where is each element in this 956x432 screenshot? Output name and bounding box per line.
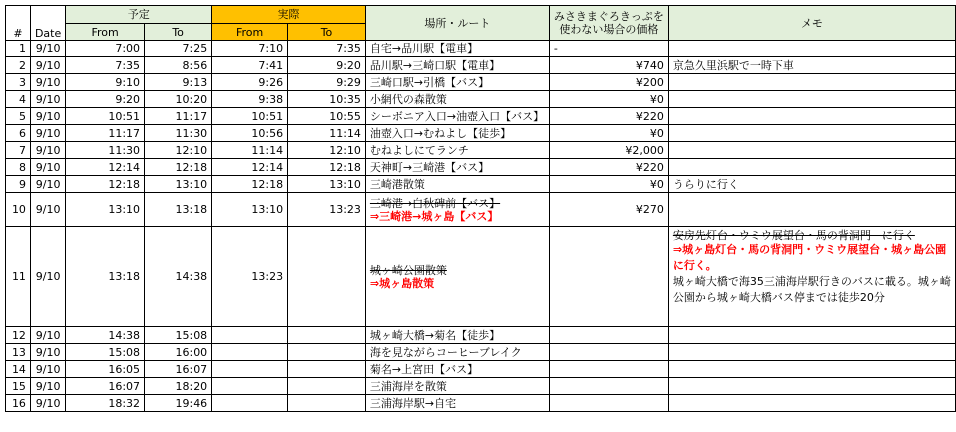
- table-row: [6, 378, 956, 395]
- cell-price[interactable]: [549, 378, 668, 395]
- cell-route[interactable]: 三崎口駅→引橋【バス】: [365, 74, 549, 91]
- cell-date[interactable]: 9/10: [30, 41, 65, 57]
- cell-plan-to[interactable]: 18:20: [145, 378, 212, 395]
- cell-num[interactable]: 7: [6, 142, 31, 159]
- cell-date[interactable]: 9/10: [30, 159, 65, 176]
- cell-memo[interactable]: [668, 159, 955, 176]
- table-row: [6, 91, 956, 108]
- cell-date[interactable]: 9/10: [30, 344, 65, 361]
- memo-original: 安房先灯台・ウミウ展望台・馬の背洞門 に行く: [672, 229, 915, 242]
- cell-num[interactable]: 12: [6, 327, 31, 344]
- cell-plan-to[interactable]: 11:30: [145, 125, 212, 142]
- cell-memo[interactable]: [668, 125, 955, 142]
- cell-memo[interactable]: 京急久里浜駅で一時下車: [668, 57, 955, 74]
- cell-price[interactable]: -: [549, 41, 668, 57]
- cell-memo[interactable]: [668, 327, 955, 344]
- cell-plan-to[interactable]: 16:07: [145, 361, 212, 378]
- cell-price[interactable]: ¥0: [549, 125, 668, 142]
- cell-route[interactable]: [365, 193, 549, 227]
- header-route[interactable]: 場所・ルート: [365, 6, 549, 41]
- cell-memo[interactable]: うらりに行く: [668, 176, 955, 193]
- cell-actual-to[interactable]: [288, 361, 366, 378]
- cell-date[interactable]: 9/10: [30, 142, 65, 159]
- cell-plan-to[interactable]: 8:56: [145, 57, 212, 74]
- cell-memo[interactable]: [668, 227, 955, 327]
- cell-route[interactable]: [365, 227, 549, 327]
- cell-memo[interactable]: [668, 361, 955, 378]
- header-price[interactable]: [549, 6, 668, 41]
- header-actual-from[interactable]: From: [212, 24, 288, 41]
- memo-revised: ⇒城ヶ島灯台・馬の背洞門・ウミウ展望台・城ヶ島公園に行く。: [672, 243, 947, 272]
- cell-actual-from[interactable]: 11:14: [212, 142, 288, 159]
- cell-route[interactable]: 城ヶ崎大橋→菊名【徒歩】: [365, 327, 549, 344]
- cell-route[interactable]: 油壺入口→むねよし【徒歩】: [365, 125, 549, 142]
- cell-actual-to[interactable]: 10:55: [288, 108, 366, 125]
- cell-actual-to[interactable]: 12:10: [288, 142, 366, 159]
- cell-price[interactable]: [549, 327, 668, 344]
- cell-actual-to[interactable]: [288, 395, 366, 412]
- table-row: [6, 57, 956, 74]
- route-original: 城ヶ崎公園散策: [369, 263, 447, 277]
- cell-num[interactable]: 3: [6, 74, 31, 91]
- cell-price[interactable]: ¥0: [549, 91, 668, 108]
- itinerary-body: [6, 6, 956, 412]
- cell-date[interactable]: 9/10: [30, 57, 65, 74]
- cell-plan-to[interactable]: 7:25: [145, 41, 212, 57]
- cell-actual-from[interactable]: 12:14: [212, 159, 288, 176]
- cell-route[interactable]: シーボニア入口→油壺入口【バス】: [365, 108, 549, 125]
- cell-price[interactable]: ¥200: [549, 74, 668, 91]
- cell-actual-to[interactable]: [288, 344, 366, 361]
- cell-actual-from[interactable]: 10:56: [212, 125, 288, 142]
- table-row: [6, 108, 956, 125]
- cell-plan-to[interactable]: 15:08: [145, 327, 212, 344]
- cell-plan-from[interactable]: 18:32: [66, 395, 145, 412]
- cell-plan-from[interactable]: 13:10: [66, 193, 145, 227]
- cell-plan-from[interactable]: 12:14: [66, 159, 145, 176]
- table-row: [6, 41, 956, 57]
- cell-plan-from[interactable]: 13:18: [66, 227, 145, 327]
- cell-date[interactable]: 9/10: [30, 327, 65, 344]
- cell-route[interactable]: 海を見ながらコーヒーブレイク: [365, 344, 549, 361]
- cell-num[interactable]: 8: [6, 159, 31, 176]
- cell-date[interactable]: 9/10: [30, 91, 65, 108]
- cell-plan-from[interactable]: 11:17: [66, 125, 145, 142]
- cell-actual-from[interactable]: 13:10: [212, 193, 288, 227]
- cell-price[interactable]: ¥220: [549, 108, 668, 125]
- cell-actual-to[interactable]: 7:35: [288, 41, 366, 57]
- header-memo[interactable]: メモ: [668, 6, 955, 41]
- header-date[interactable]: Date: [30, 6, 65, 41]
- cell-plan-to[interactable]: 16:00: [145, 344, 212, 361]
- cell-actual-from[interactable]: [212, 344, 288, 361]
- cell-plan-to[interactable]: 13:18: [145, 193, 212, 227]
- cell-memo[interactable]: [668, 41, 955, 57]
- cell-route[interactable]: むねよしにてランチ: [365, 142, 549, 159]
- cell-num[interactable]: 5: [6, 108, 31, 125]
- cell-memo[interactable]: [668, 395, 955, 412]
- table-row: [6, 193, 956, 227]
- cell-memo[interactable]: [668, 193, 955, 227]
- cell-date[interactable]: 9/10: [30, 108, 65, 125]
- cell-plan-from[interactable]: 16:07: [66, 378, 145, 395]
- cell-actual-to[interactable]: [288, 378, 366, 395]
- cell-plan-to[interactable]: 12:18: [145, 159, 212, 176]
- cell-price[interactable]: [549, 361, 668, 378]
- cell-price[interactable]: ¥2,000: [549, 142, 668, 159]
- cell-plan-to[interactable]: 12:10: [145, 142, 212, 159]
- cell-memo[interactable]: [668, 142, 955, 159]
- cell-actual-to[interactable]: 9:29: [288, 74, 366, 91]
- cell-plan-to[interactable]: 13:10: [145, 176, 212, 193]
- cell-num[interactable]: 14: [6, 361, 31, 378]
- cell-date[interactable]: 9/10: [30, 125, 65, 142]
- cell-plan-from[interactable]: 7:00: [66, 41, 145, 57]
- cell-memo[interactable]: [668, 91, 955, 108]
- cell-date[interactable]: 9/10: [30, 378, 65, 395]
- cell-plan-to[interactable]: 19:46: [145, 395, 212, 412]
- cell-plan-from[interactable]: 7:35: [66, 57, 145, 74]
- header-actual-to[interactable]: To: [288, 24, 366, 41]
- cell-num[interactable]: 1: [6, 41, 31, 57]
- cell-price[interactable]: [549, 344, 668, 361]
- route-original: 三崎港→白秋碑前【バス】: [369, 196, 501, 210]
- cell-num[interactable]: 4: [6, 91, 31, 108]
- header-actual[interactable]: 実際: [212, 6, 366, 24]
- cell-route[interactable]: 三浦海岸を散策: [365, 378, 549, 395]
- cell-num[interactable]: 13: [6, 344, 31, 361]
- cell-actual-from[interactable]: 9:38: [212, 91, 288, 108]
- cell-actual-from[interactable]: [212, 395, 288, 412]
- cell-route[interactable]: 品川駅→三崎口駅【電車】: [365, 57, 549, 74]
- cell-actual-to[interactable]: 10:35: [288, 91, 366, 108]
- route-revised: ⇒城ヶ島散策: [369, 276, 435, 290]
- cell-num[interactable]: 9: [6, 176, 31, 193]
- cell-num[interactable]: 15: [6, 378, 31, 395]
- cell-actual-from[interactable]: 13:23: [212, 227, 288, 327]
- cell-date[interactable]: 9/10: [30, 176, 65, 193]
- cell-plan-to[interactable]: 9:13: [145, 74, 212, 91]
- cell-actual-from[interactable]: 7:41: [212, 57, 288, 74]
- cell-price[interactable]: ¥270: [549, 193, 668, 227]
- cell-route[interactable]: 自宅→品川駅【電車】: [365, 41, 549, 57]
- cell-memo[interactable]: [668, 74, 955, 91]
- cell-num[interactable]: 11: [6, 227, 31, 327]
- cell-actual-from[interactable]: [212, 378, 288, 395]
- header-plan[interactable]: 予定: [66, 6, 212, 24]
- route-revised: ⇒三崎港→城ヶ島【バス】: [369, 209, 499, 223]
- cell-plan-from[interactable]: 9:10: [66, 74, 145, 91]
- memo-note: 城ヶ崎大橋で海35三浦海岸駅行きのバスに載る。城ヶ崎公園から城ヶ崎大橋バス停までは徒歩20分: [672, 275, 951, 304]
- cell-memo[interactable]: [668, 344, 955, 361]
- cell-num[interactable]: 16: [6, 395, 31, 412]
- cell-actual-to[interactable]: 12:18: [288, 159, 366, 176]
- cell-price[interactable]: ¥0: [549, 176, 668, 193]
- cell-plan-to[interactable]: 10:20: [145, 91, 212, 108]
- cell-actual-to[interactable]: [288, 327, 366, 344]
- table-row: [6, 395, 956, 412]
- table-row: [6, 176, 956, 193]
- cell-actual-to[interactable]: 13:23: [288, 193, 366, 227]
- cell-plan-to[interactable]: 11:17: [145, 108, 212, 125]
- cell-plan-from[interactable]: 12:18: [66, 176, 145, 193]
- header-plan-to[interactable]: To: [145, 24, 212, 41]
- cell-route[interactable]: 天神町→三崎港【バス】: [365, 159, 549, 176]
- cell-price[interactable]: [549, 395, 668, 412]
- header-num[interactable]: #: [6, 6, 31, 41]
- cell-route[interactable]: 小網代の森散策: [365, 91, 549, 108]
- table-row: [6, 74, 956, 91]
- header-price-line1: みさきまぐろきっぷを: [553, 10, 664, 23]
- cell-date[interactable]: 9/10: [30, 74, 65, 91]
- table-row: [6, 125, 956, 142]
- cell-memo[interactable]: [668, 108, 955, 125]
- table-row: [6, 344, 956, 361]
- cell-date[interactable]: 9/10: [30, 361, 65, 378]
- table-row: [6, 227, 956, 327]
- cell-route[interactable]: 三崎港散策: [365, 176, 549, 193]
- cell-num[interactable]: 2: [6, 57, 31, 74]
- table-row: [6, 327, 956, 344]
- cell-actual-to[interactable]: 9:20: [288, 57, 366, 74]
- cell-plan-from[interactable]: 11:30: [66, 142, 145, 159]
- cell-route[interactable]: 菊名→上宮田【バス】: [365, 361, 549, 378]
- cell-actual-to[interactable]: 11:14: [288, 125, 366, 142]
- cell-price[interactable]: ¥220: [549, 159, 668, 176]
- cell-actual-from[interactable]: 7:10: [212, 41, 288, 57]
- cell-date[interactable]: 9/10: [30, 227, 65, 327]
- cell-actual-from[interactable]: 9:26: [212, 74, 288, 91]
- itinerary-table: [5, 5, 956, 412]
- table-row: [6, 361, 956, 378]
- cell-plan-from[interactable]: 14:38: [66, 327, 145, 344]
- header-price-line2: 使わない場合の価格: [559, 23, 659, 36]
- cell-actual-from[interactable]: 12:18: [212, 176, 288, 193]
- cell-actual-from[interactable]: [212, 327, 288, 344]
- cell-plan-from[interactable]: 10:51: [66, 108, 145, 125]
- cell-plan-from[interactable]: 16:05: [66, 361, 145, 378]
- cell-actual-to[interactable]: [288, 227, 366, 327]
- table-row: [6, 142, 956, 159]
- cell-actual-from[interactable]: [212, 361, 288, 378]
- cell-actual-to[interactable]: 13:10: [288, 176, 366, 193]
- cell-plan-from[interactable]: 9:20: [66, 91, 145, 108]
- cell-route[interactable]: 三浦海岸駅→自宅: [365, 395, 549, 412]
- table-row: [6, 159, 956, 176]
- cell-num[interactable]: 6: [6, 125, 31, 142]
- cell-date[interactable]: 9/10: [30, 395, 65, 412]
- cell-price[interactable]: ¥740: [549, 57, 668, 74]
- header-plan-from[interactable]: From: [66, 24, 145, 41]
- cell-memo[interactable]: [668, 378, 955, 395]
- cell-price[interactable]: [549, 227, 668, 327]
- cell-date[interactable]: 9/10: [30, 193, 65, 227]
- header-row-1: [6, 6, 956, 24]
- cell-num[interactable]: 10: [6, 193, 31, 227]
- cell-actual-from[interactable]: 10:51: [212, 108, 288, 125]
- cell-plan-to[interactable]: 14:38: [145, 227, 212, 327]
- cell-plan-from[interactable]: 15:08: [66, 344, 145, 361]
